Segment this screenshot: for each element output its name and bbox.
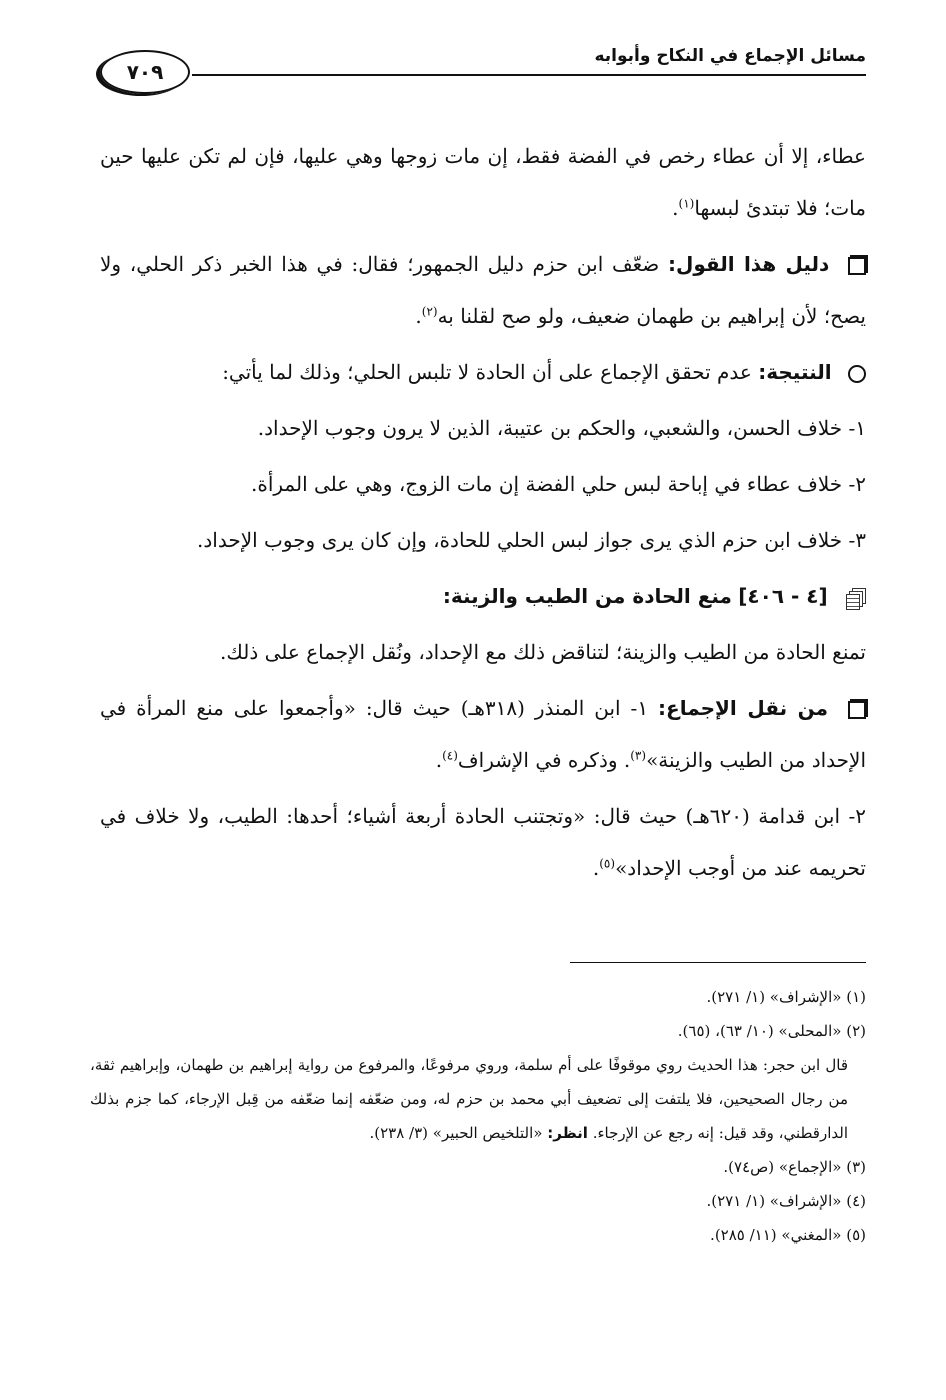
- section-title: منع الحادة من الطيب والزينة:: [442, 584, 732, 608]
- paragraph-transmitters: من نقل الإجماع: ١- ابن المنذر (٣١٨هـ) حيث قال: «وأجمعوا على منع المرأة في الإحداد من الطيب والزينة»$^{(٣)}$. وذكره في الإشراف$^{(٤)}$.: [100, 696, 866, 772]
- page-header: [100, 38, 866, 98]
- paragraph-result: [100, 346, 866, 398]
- footnote-text: قال ابن حجر: هذا الحديث روي موقوفًا على أم سلمة، وروي مرفوعًا، والمرفوع من رواية إبراهيم بن طهمان، وإبراهيم ثقة، من رجال الصحيحين، فلا يلتفت إلى تضعيف أبي محمد بن حزم له، ومن ضعّفه إنما ضعّفه من قِبل الإرجاء، كما جزم بذلك الدارقطني، وقد قيل: إنه رجع عن الإرجاء.: [90, 1056, 848, 1142]
- page-number: ٧٠٩: [100, 50, 190, 94]
- list-item: ٢- خلاف عطاء في إباحة لبس حلي الفضة إن مات الزوج، وهي على المرأة.: [251, 472, 866, 496]
- footnote-3: (٣) «الإجماع» (ص٧٤).: [723, 1158, 866, 1176]
- footnote-ref[interactable]: (٣): [630, 748, 647, 763]
- footnote-ref[interactable]: (٤): [442, 748, 458, 763]
- footnote-4: (٤) «الإشراف» (١/ ٢٧١).: [706, 1192, 866, 1210]
- paragraph-text: عدم تحقق الإجماع على أن الحادة لا تلبس الحلي؛ وذلك لما يأتي:: [222, 360, 752, 384]
- evidence-label: دليل هذا القول:: [668, 252, 830, 276]
- list-item: ٣- خلاف ابن حزم الذي يرى جواز لبس الحلي للحادة، وإن كان يرى وجوب الإحداد.: [197, 528, 866, 552]
- result-label: النتيجة:: [758, 360, 832, 384]
- footnote-1: (١) «الإشراف» (١/ ٢٧١).: [706, 988, 866, 1006]
- running-title: مسائل الإجماع في النكاح وأبوابه: [594, 46, 866, 66]
- footnote-2: (٢) «المحلى» (١٠/ ٦٣)، (٦٥).: [677, 1022, 866, 1040]
- paragraph-ibn-qudama: ٢- ابن قدامة (٦٢٠هـ) حيث قال: «وتجتنب الحادة أربعة أشياء؛ أحدها: الطيب، ولا خلاف في تحريمه عند من أوجب الإحداد»$^{(٥)}$.: [100, 804, 866, 880]
- transmitters-label: من نقل الإجماع:: [658, 696, 829, 720]
- footnote-rule: [570, 962, 866, 963]
- footnote-2-note: [90, 1048, 866, 1150]
- paragraph-text: ١- ابن المنذر (٣١٨هـ) حيث قال: «وأجمعوا على منع المرأة في الإحداد من الطيب والزينة»: [100, 696, 866, 772]
- paragraph-continuation: عطاء، إلا أن عطاء رخص في الفضة فقط، إن مات زوجها وهي عليها، فإن لم تكن عليها حين مات؛ فلا تبتدئ لبسها$^{(١)}$.: [100, 144, 866, 220]
- footnote-5: (٥) «المغني» (١١/ ٢٨٥).: [710, 1226, 866, 1244]
- main-text: [100, 130, 866, 894]
- square-bullet-icon: [848, 701, 866, 719]
- list-item: ١- خلاف الحسن، والشعبي، والحكم بن عتيبة، الذين لا يرون وجوب الإحداد.: [257, 416, 866, 440]
- section-heading: [100, 570, 866, 622]
- square-bullet-icon: [848, 257, 866, 275]
- paragraph-text: ٢- ابن قدامة (٦٢٠هـ) حيث قال: «وتجتنب الحادة أربعة أشياء؛ أحدها: الطيب، ولا خلاف في تحريمه عند من أوجب الإحداد»: [100, 804, 866, 880]
- see-label: انظر:: [547, 1124, 588, 1142]
- footnote-ref[interactable]: (١): [678, 196, 695, 211]
- paragraph-text: عطاء، إلا أن عطاء رخص في الفضة فقط، إن مات زوجها وهي عليها، فإن لم تكن عليها حين مات؛ فلا تبتدئ لبسها: [100, 144, 866, 220]
- paragraph-evidence: دليل هذا القول: ضعّف ابن حزم دليل الجمهور؛ فقال: في هذا الخبر ذكر الحلي، ولا يصح؛ لأن إبراهيم بن طهمان ضعيف، ولو صح لقلنا به$^{(٢)}$.: [100, 252, 866, 328]
- paragraph-text: . وذكره في الإشراف: [457, 748, 631, 772]
- header-rule: [192, 74, 866, 76]
- section-number: [٤ - ٤٠٦]: [738, 584, 828, 608]
- paragraph-section-intro: تمنع الحادة من الطيب والزينة؛ لتناقض ذلك مع الإحداد، ونُقل الإجماع على ذلك.: [220, 640, 866, 664]
- footnote-ref[interactable]: (٢): [421, 304, 438, 319]
- circle-bullet-icon: [848, 365, 866, 383]
- paragraph-text: ضعّف ابن حزم دليل الجمهور؛ فقال: في هذا الخبر ذكر الحلي، ولا يصح؛ لأن إبراهيم بن طهمان ضعيف، ولو صح لقلنا به: [100, 252, 866, 328]
- footnote-ref[interactable]: (٥): [599, 856, 616, 871]
- footnotes: [90, 980, 866, 1252]
- copy-icon: [848, 588, 866, 608]
- footnote-text: «التلخيص الحبير» (٣/ ٢٣٨).: [369, 1124, 543, 1142]
